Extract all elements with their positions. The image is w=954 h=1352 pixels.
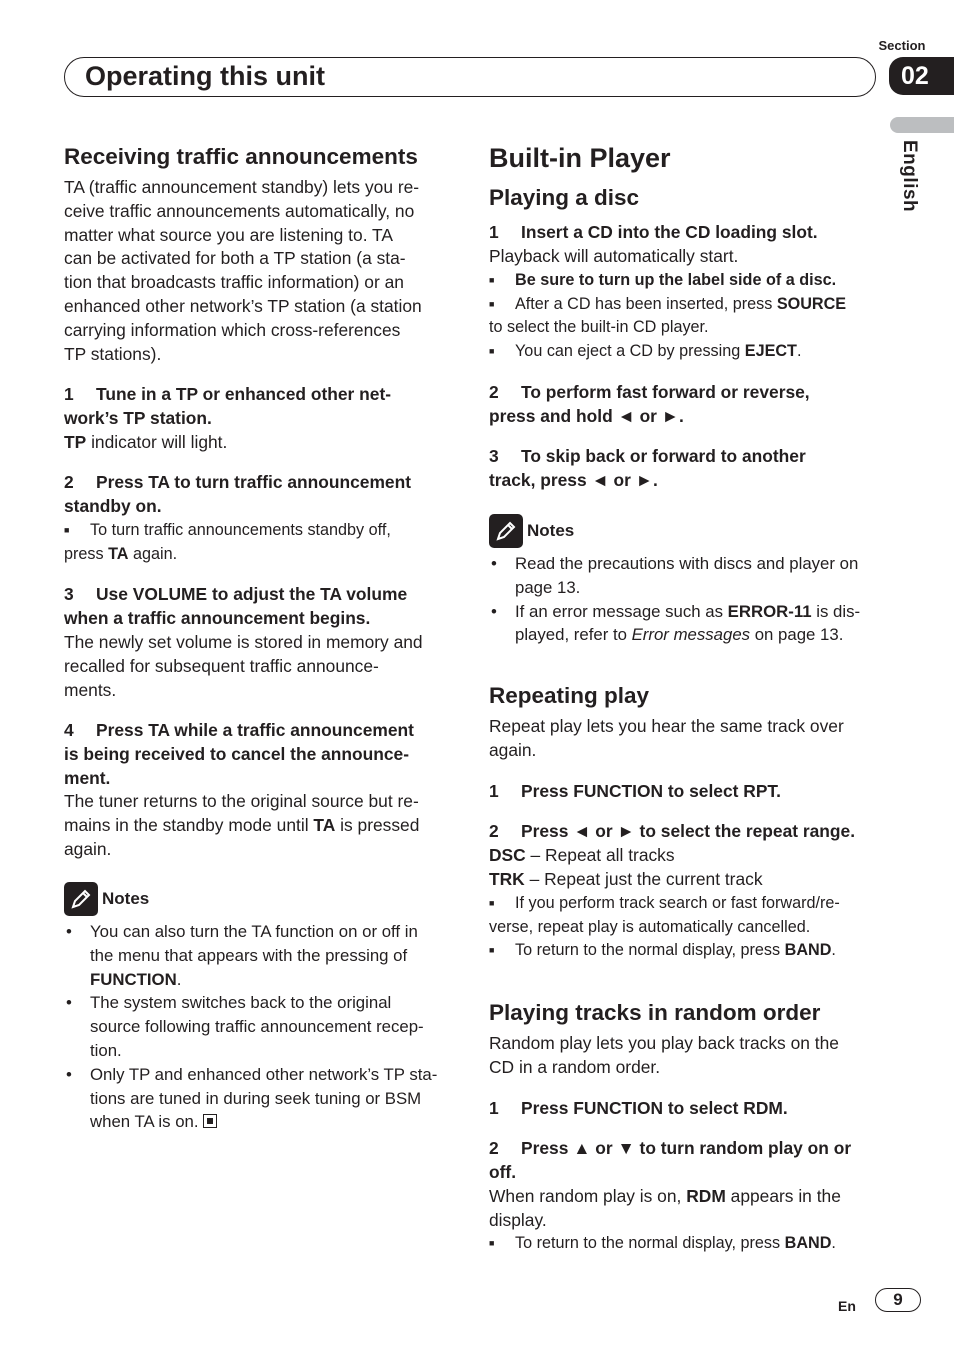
step-number: 3: [489, 446, 499, 466]
step-1-result: Playback will automatically start.: [489, 246, 739, 266]
bullet-icon: •: [491, 601, 497, 621]
text-line: the menu that appears with the pressing of: [90, 945, 408, 965]
text: again.: [128, 544, 178, 563]
step-text: Press TA to turn traffic announcement: [96, 472, 412, 492]
text-line: can be activated for both a TP station (a sta-: [64, 248, 406, 269]
step-text: off.: [489, 1162, 517, 1182]
step-text: Press ◄ or ► to select the repeat range.: [521, 821, 856, 841]
page-section-heading: Built-in Player: [489, 143, 671, 173]
text: To return to the normal display, press: [515, 1234, 785, 1252]
subsection-heading: Playing a disc: [489, 185, 640, 210]
button-name: BAND: [784, 941, 832, 959]
text-line: Random play lets you play back tracks on the: [489, 1033, 839, 1053]
language-tab-label: English: [899, 140, 920, 213]
step-text: track, press ◄ or ►.: [489, 470, 658, 490]
step-number: 1: [489, 222, 499, 242]
text: After a CD has been inserted, press: [515, 294, 777, 313]
step-text: To perform fast forward or reverse,: [521, 382, 810, 402]
text-line: The system switches back to the original: [90, 993, 392, 1013]
button-name: SOURCE: [776, 294, 847, 313]
notes-title: Notes: [102, 889, 150, 908]
random-body: [489, 1185, 877, 1233]
step-1-result: [64, 431, 452, 455]
step-2: [489, 819, 877, 843]
section-heading: Receiving traffic announcements: [64, 144, 418, 169]
disc-notes: [489, 269, 877, 363]
step-text: Tune in a TP or enhanced other net-: [96, 384, 392, 404]
button-name: TA: [108, 544, 129, 563]
text-line: Read the precautions with discs and player on: [515, 554, 859, 573]
step-number: 2: [64, 472, 74, 492]
step-3: [489, 444, 877, 492]
text: – Repeat all tracks: [525, 845, 675, 865]
text: .: [831, 941, 836, 959]
text-line: page 13.: [515, 577, 581, 597]
step-2: [489, 1136, 877, 1184]
step-1: [489, 220, 877, 244]
step-2-note: [64, 519, 452, 566]
text: appears in the: [725, 1186, 841, 1206]
end-of-section-icon: [203, 1114, 217, 1128]
note-item: [64, 991, 452, 1062]
text-line: tion that broadcasts traffic information) or an: [64, 272, 404, 293]
text-line: display.: [489, 1209, 547, 1230]
step-number: 2: [489, 1138, 499, 1158]
text-line: ceive traffic announcements automatically, no: [64, 200, 415, 221]
text: played, refer to: [515, 625, 632, 645]
step-text: Press FUNCTION to select RPT.: [521, 781, 781, 801]
button-name: FUNCTION: [90, 969, 177, 989]
section-number-badge: 02: [889, 57, 954, 95]
chapter-title-bar: [64, 57, 876, 97]
pencil-note-icon: [64, 882, 98, 916]
text: .: [831, 1234, 836, 1252]
random-notes: [489, 1232, 877, 1256]
text-line: source following traffic announcement recep-: [90, 1017, 424, 1037]
range-code: DSC: [489, 845, 526, 865]
square-bullet-icon: ■: [489, 298, 495, 309]
page-number: 9: [875, 1288, 921, 1312]
subsection-heading: Playing tracks in random order: [489, 1000, 821, 1025]
step-1: [489, 779, 877, 803]
step-number: 1: [489, 781, 499, 801]
step-number: 2: [489, 382, 499, 402]
step-text: Press FUNCTION to select RDM.: [521, 1098, 788, 1118]
text-line: recalled for subsequent traffic announce-: [64, 655, 379, 676]
step-4: [64, 718, 452, 790]
text: If an error message such as: [515, 601, 728, 621]
step-text: is being received to cancel the announce-: [64, 744, 410, 764]
step-3-body: [64, 631, 452, 702]
step-text: standby on.: [64, 496, 162, 516]
text-line: TP stations).: [64, 343, 162, 364]
text-line: matter what source you are listening to. TA: [64, 224, 393, 245]
button-name: EJECT: [744, 341, 797, 360]
square-bullet-icon: ■: [489, 345, 495, 356]
notes-title: Notes: [527, 521, 575, 540]
subsection-heading: Repeating play: [489, 683, 650, 708]
text-line: The tuner returns to the original source but re-: [64, 791, 419, 811]
random-intro: [489, 1032, 877, 1080]
text-line: Repeat play lets you hear the same track over: [489, 716, 844, 736]
step-1: [64, 382, 452, 430]
text: on page 13.: [750, 625, 844, 645]
text: when TA is on.: [90, 1112, 199, 1132]
step-number: 4: [64, 720, 74, 740]
text-line: You can also turn the TA function on or off in: [90, 922, 418, 941]
text: indicator will light.: [86, 432, 228, 452]
text: To return to the normal display, press: [515, 941, 785, 959]
step-text: Press TA while a traffic announcement: [96, 720, 414, 740]
text-line: The newly set volume is stored in memory and: [64, 632, 423, 652]
note-item: [64, 1063, 452, 1134]
text: .: [796, 341, 802, 360]
note-item: [489, 600, 877, 648]
cross-reference: Error messages: [631, 625, 751, 645]
text-line: again.: [64, 838, 112, 859]
text: is pressed: [335, 814, 420, 835]
step-number: 1: [489, 1098, 499, 1118]
text: When random play is on,: [489, 1186, 687, 1206]
step-text: when a traffic announcement begins.: [64, 608, 371, 628]
bullet-icon: •: [66, 1064, 72, 1084]
notes-header: [64, 882, 452, 916]
text: .: [176, 969, 182, 989]
text-line: ments.: [64, 679, 117, 700]
bullet-icon: •: [66, 993, 72, 1013]
repeat-notes: [489, 892, 877, 963]
error-code: ERROR-11: [727, 601, 812, 621]
text: is dis-: [811, 601, 861, 621]
chapter-title: Operating this unit: [85, 61, 325, 91]
text-line: to select the built-in CD player.: [489, 318, 709, 336]
button-name: BAND: [784, 1234, 832, 1252]
step-2: [64, 470, 452, 518]
square-bullet-icon: ■: [489, 1238, 495, 1248]
text: You can eject a CD by pressing: [515, 341, 745, 360]
step-3: [64, 582, 452, 630]
pencil-note-icon: [489, 514, 523, 548]
notes-list: [489, 552, 877, 647]
square-bullet-icon: ■: [489, 945, 495, 955]
square-bullet-icon: ■: [489, 275, 495, 285]
notes-list: [64, 920, 452, 1134]
text: To turn traffic announcements standby off,: [90, 521, 391, 539]
text: Be sure to turn up the label side of a disc.: [515, 271, 837, 289]
step-1: [489, 1096, 877, 1120]
step-4-body: [64, 790, 452, 861]
square-bullet-icon: ■: [489, 898, 495, 908]
step-2: [489, 380, 877, 428]
footer-language: En: [838, 1298, 856, 1314]
step-text: Use VOLUME to adjust the TA volume: [96, 584, 408, 604]
text-line: carrying information which cross-references: [64, 319, 401, 340]
section-label: Section: [878, 38, 926, 53]
indicator-name: TP: [64, 432, 87, 452]
square-bullet-icon: ■: [64, 525, 70, 535]
range-code: TRK: [489, 868, 525, 889]
step-text: To skip back or forward to another: [521, 446, 806, 466]
step-text: Insert a CD into the CD loading slot.: [521, 222, 818, 242]
language-tab-marker: [890, 117, 954, 133]
step-text: press and hold ◄ or ►.: [489, 406, 684, 426]
bullet-icon: •: [491, 554, 497, 573]
text-line: verse, repeat play is automatically cancelled.: [489, 917, 811, 936]
button-name: TA: [313, 814, 336, 835]
indicator-name: RDM: [686, 1186, 726, 1206]
repeat-intro: [489, 715, 877, 763]
text-line: Only TP and enhanced other network’s TP sta-: [90, 1064, 438, 1084]
repeat-range-list: [489, 844, 877, 892]
step-number: 1: [64, 384, 74, 404]
bullet-icon: •: [66, 922, 72, 941]
text-line: TA (traffic announcement standby) lets you re-: [64, 177, 420, 197]
step-text: Press ▲ or ▼ to turn random play on or: [521, 1138, 852, 1158]
intro-paragraph: [64, 176, 452, 366]
text: mains in the standby mode until: [64, 814, 314, 835]
text-line: tion.: [90, 1040, 122, 1060]
text-line: enhanced other network’s TP station (a station: [64, 295, 422, 316]
text-line: again.: [489, 739, 537, 760]
step-number: 3: [64, 584, 74, 604]
notes-header: [489, 514, 877, 548]
text-line: tions are tuned in during seek tuning or BSM: [90, 1088, 422, 1108]
step-text: ment.: [64, 768, 111, 788]
step-number: 2: [489, 821, 499, 841]
note-item: [64, 920, 452, 991]
text: – Repeat just the current track: [524, 868, 763, 889]
text-line: CD in a random order.: [489, 1056, 661, 1077]
note-item: [489, 552, 877, 600]
step-text: work’s TP station.: [64, 408, 212, 428]
text: If you perform track search or fast forward/re-: [515, 894, 840, 912]
text: press: [64, 544, 109, 563]
